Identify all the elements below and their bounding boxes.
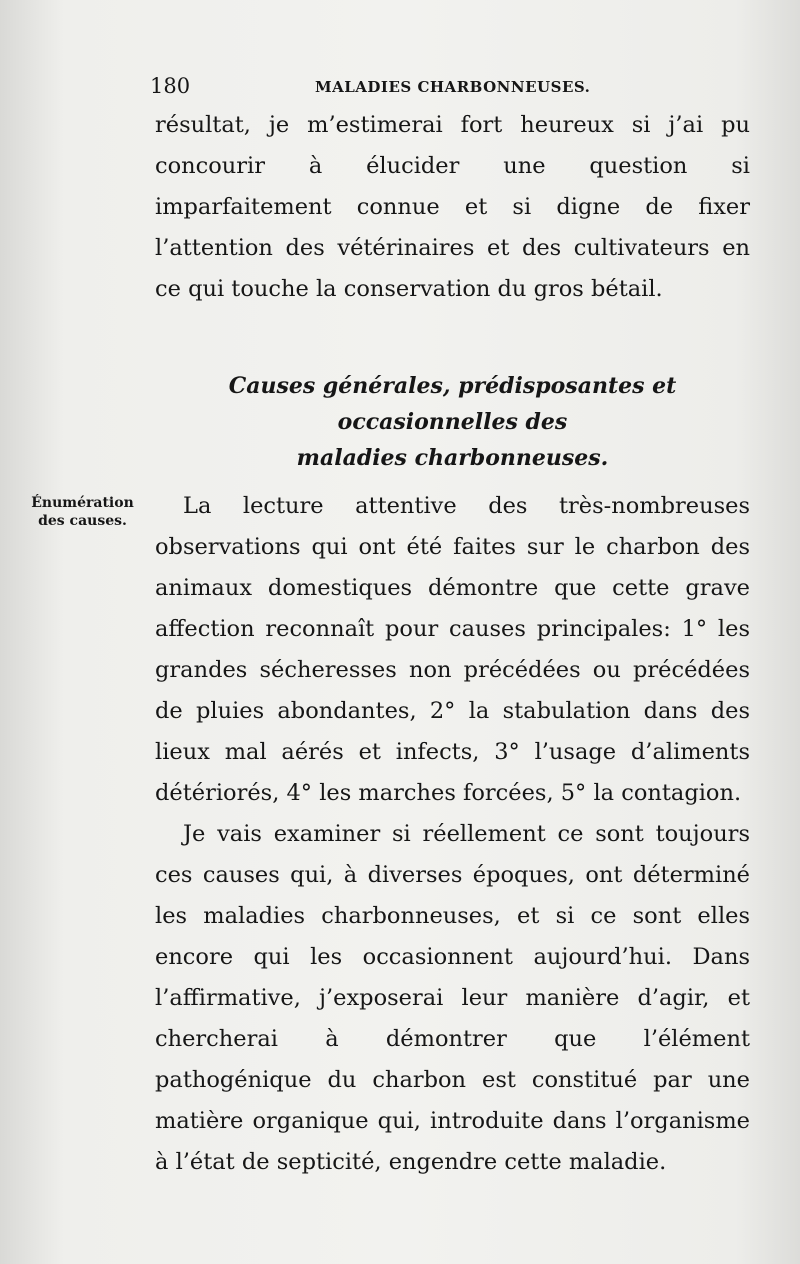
running-title: MALADIES CHARBONNEUSES. [315, 78, 591, 96]
paragraph-examination: Je vais examiner si réellement ce sont toujours ces causes qui, à diverses époques, ont déterminé les maladies charbonneuses, et si ce sont elles encore qui les occasionnent aujourd’hui. Dans l’affirmative, j’exposerai leur manière d’agir, et chercherai à démontrer que l’élément pathogénique du charbon est constitué par une matière organique qui, introduite dans l’organisme à l’état de septicité, engendre cette maladie. [155, 821, 750, 1175]
paragraph-causes: La lecture attentive des très-nombreuses observations qui ont été faites sur le charbon des animaux domestiques démontre que cette grave affection reconnaît pour causes principales: 1° les grandes sécheresses non précédées ou précédées de pluies abondantes, 2° la stabulation dans des lieux mal aérés et infects, 3° l’usage d’aliments détériorés, 4° les marches forcées, 5° la contagion. [155, 493, 750, 806]
page-number: 180 [150, 74, 191, 98]
page-header [150, 74, 750, 100]
section-heading-line1: Causes générales, prédisposantes et occasionnelles des [228, 373, 677, 435]
section-heading [155, 368, 750, 476]
margin-note-line2: des causes. [38, 513, 127, 529]
margin-note [20, 494, 145, 530]
margin-note-line1: Énumération [31, 495, 134, 511]
section-heading-line2: maladies charbonneuses. [296, 445, 609, 471]
paragraph-opening: résultat, je m’estimerai fort heureux si j’ai pu concourir à élucider une question si imparfaitement connue et si digne de fixer l’attention des vétérinaires et des cultivateurs en ce qui touche la conservation du gros bétail. [155, 112, 750, 302]
